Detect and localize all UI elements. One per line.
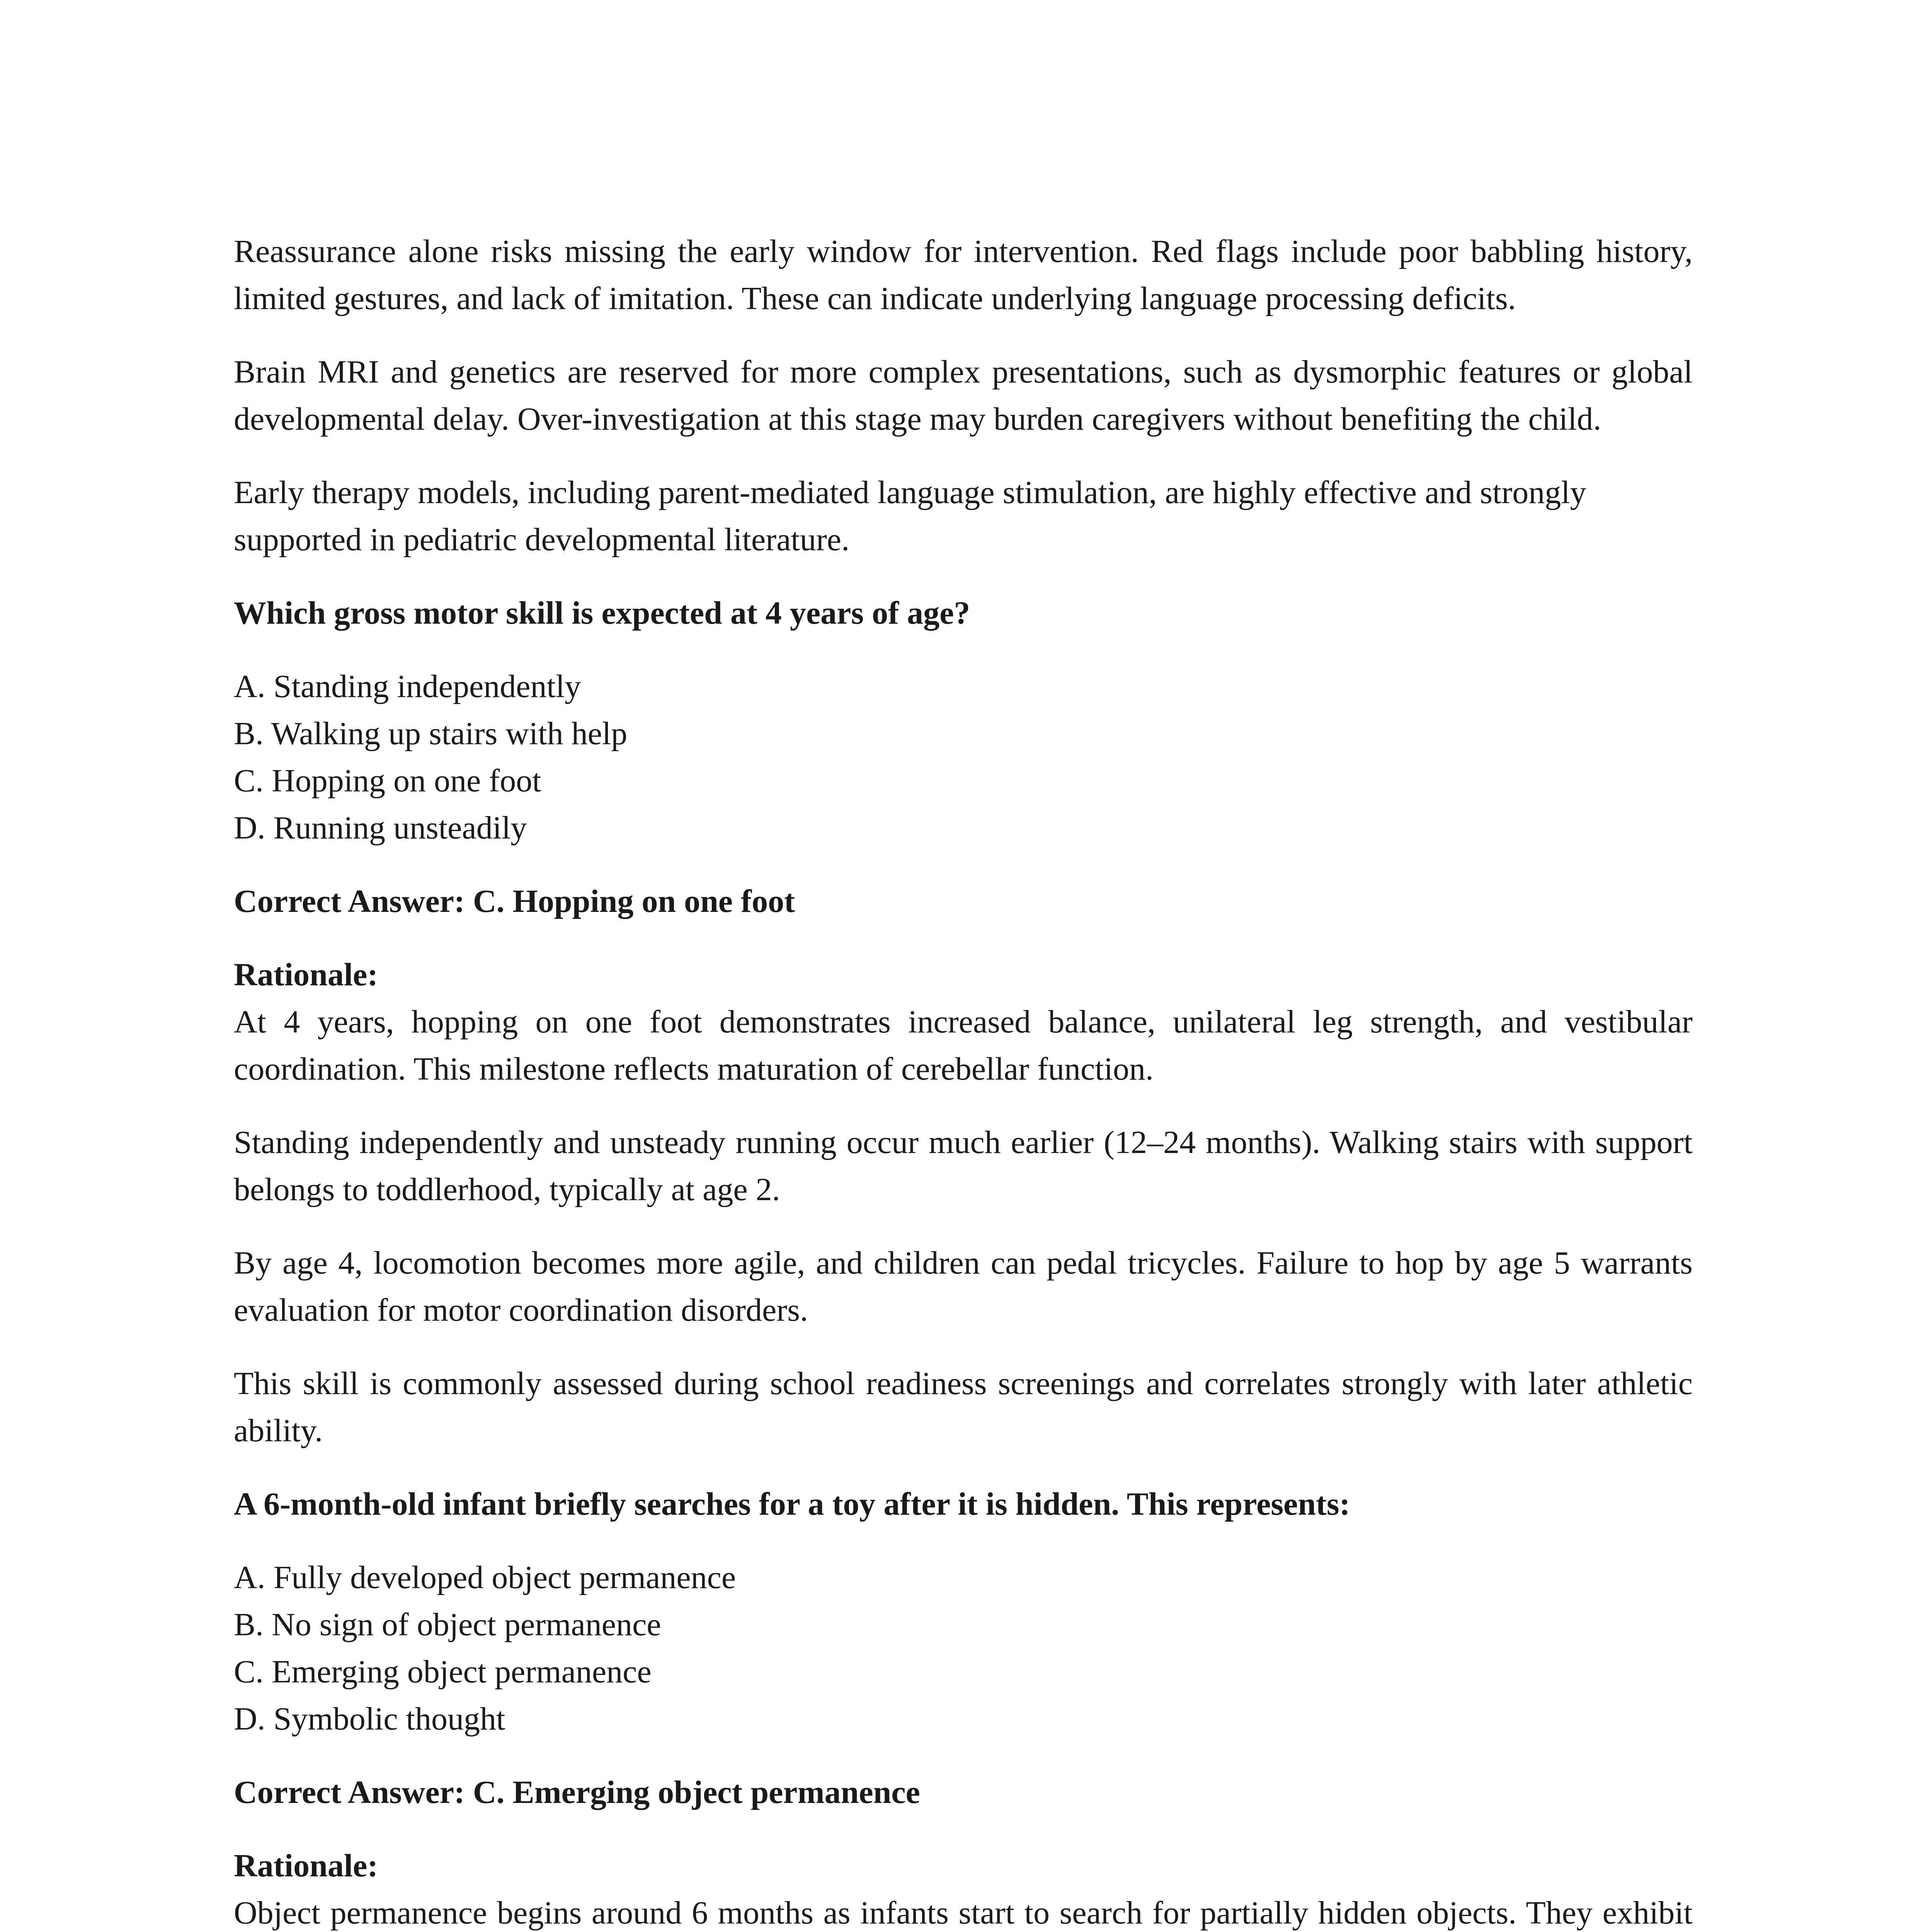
option-a: A. Standing independently bbox=[234, 668, 581, 704]
answer-options bbox=[234, 663, 1693, 852]
correct-answer: Correct Answer: C. Hopping on one foot bbox=[234, 883, 795, 919]
answer-options bbox=[234, 1554, 1693, 1743]
option-b: B. Walking up stairs with help bbox=[234, 716, 628, 752]
question-stem: Which gross motor skill is expected at 4 years of age? bbox=[234, 595, 970, 631]
rationale-paragraph: At 4 years, hopping on one foot demonstrates increased balance, unilateral leg strength, and vestibular coordination. This milestone reflects maturation of cerebellar function. bbox=[234, 1004, 1693, 1087]
intro-paragraph-2: Brain MRI and genetics are reserved for more complex presentations, such as dysmorphic features or global developmental delay. Over-investigation at this stage may burden caregivers without benefiting the child. bbox=[234, 354, 1693, 437]
rationale-heading: Rationale: bbox=[234, 1848, 378, 1884]
rationale-paragraph: This skill is commonly assessed during school readiness screenings and correlates strongly with later athletic ability. bbox=[234, 1366, 1693, 1449]
rationale-paragraph: Standing independently and unsteady running occur much earlier (12–24 months). Walking stairs with support belongs to toddlerhood, typically at age 2. bbox=[234, 1124, 1693, 1208]
intro-paragraph-3: Early therapy models, including parent-mediated language stimulation, are highly effective and strongly supported in pediatric developmental literature. bbox=[234, 474, 1586, 558]
option-d: D. Running unsteadily bbox=[234, 810, 527, 846]
option-b: B. No sign of object permanence bbox=[234, 1607, 661, 1643]
rationale-heading: Rationale: bbox=[234, 957, 378, 993]
option-c: C. Hopping on one foot bbox=[234, 763, 541, 799]
correct-answer: Correct Answer: C. Emerging object permanence bbox=[234, 1774, 920, 1810]
option-d: D. Symbolic thought bbox=[234, 1701, 505, 1737]
rationale-paragraph: Object permanence begins around 6 months as infants start to search for partially hidden objects. They exhibit bbox=[234, 1895, 1693, 1931]
rationale-paragraph: By age 4, locomotion becomes more agile, and children can pedal tricycles. Failure to hop by age 5 warrants evaluation for motor coordination disorders. bbox=[234, 1245, 1693, 1328]
rationale-block bbox=[234, 1842, 1693, 1932]
option-c: C. Emerging object permanence bbox=[234, 1654, 652, 1690]
page-content bbox=[234, 228, 1693, 1932]
option-a: A. Fully developed object permanence bbox=[234, 1560, 736, 1595]
intro-paragraph-1: Reassurance alone risks missing the early window for intervention. Red flags include poor babbling history, limited gestures, and lack of imitation. These can indicate underlying language processing deficits. bbox=[234, 233, 1693, 316]
question-stem: A 6-month-old infant briefly searches for a toy after it is hidden. This represents: bbox=[234, 1486, 1350, 1522]
rationale-block bbox=[234, 951, 1693, 1093]
